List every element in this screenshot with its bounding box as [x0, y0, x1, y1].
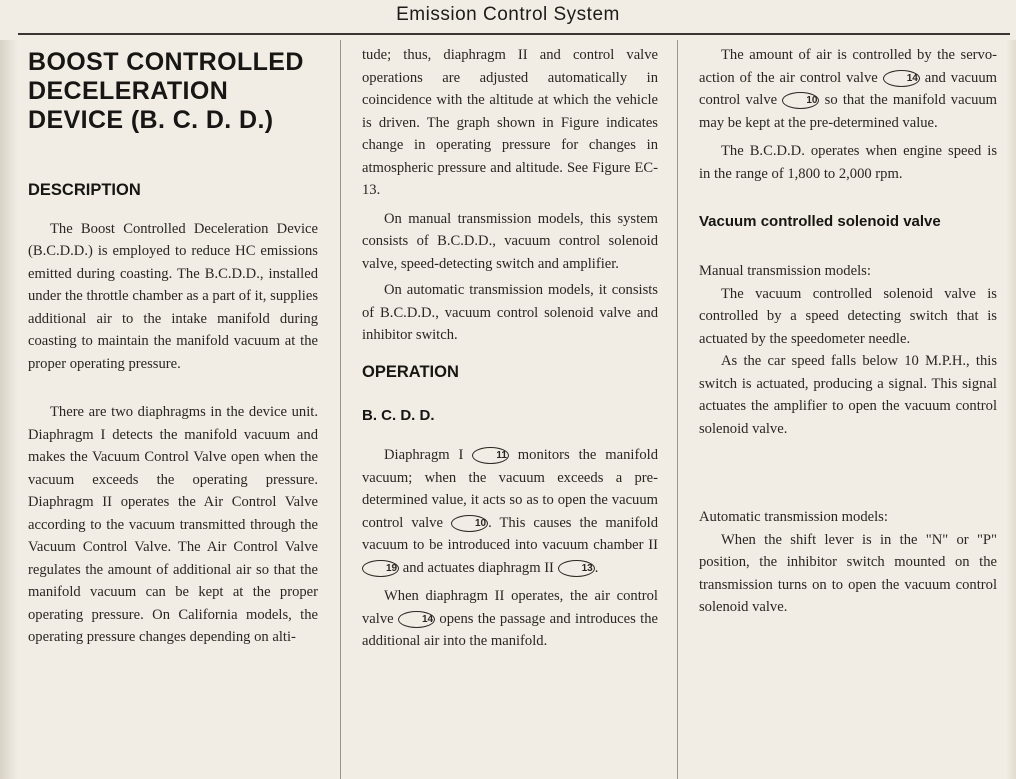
text-run: .: [594, 559, 599, 576]
column-divider-2: [677, 40, 678, 779]
bcdd-heading: B. C. D. D.: [362, 407, 435, 424]
callout-11: 11: [472, 447, 509, 464]
solenoid-heading: Vacuum controlled solenoid valve: [699, 213, 941, 230]
altitude-paragraph: tude; thus, diaphragm II and control valve operations are adjusted automatically in coincidence with the altitude at which the vehicle is driven. The graph shown in Figure indicates change in operating pressure for changes in atmospheric pressure and altitude. See Figure EC-13.: [362, 47, 658, 198]
manual-models-label: Manual transmission models:: [699, 263, 871, 279]
text-run: . This causes the manifold vacuum to be introduced into vacuum chamber II: [362, 514, 659, 553]
text-run: The amount of air is controlled by the servo-action of the air control valve: [699, 47, 997, 86]
text-run: monitors the manifold vacuum; when the vacuum exceeds a pre-determined value, it acts so as to open the vacuum control valve: [362, 447, 658, 531]
automatic-system-paragraph: On automatic transmission models, it consists of B.C.D.D., vacuum control solenoid valve and inhibitor switch.: [362, 282, 658, 343]
page-header: Emission Control System: [396, 4, 620, 25]
callout-13: 13: [558, 560, 595, 577]
text-run: and actuates diaphragm II: [402, 559, 554, 576]
callout-14: 14: [398, 611, 435, 628]
text-run: Diaphragm I: [384, 447, 464, 463]
description-heading: DESCRIPTION: [28, 181, 141, 199]
air-control-paragraph: [362, 585, 658, 653]
car-speed-paragraph: As the car speed falls below 10 M.P.H., this switch is actuated, producing a signal. This signal actuates the amplifier to open the vacuum control solenoid valve.: [699, 353, 997, 437]
right-page-bleed: [1006, 40, 1016, 779]
column-2: [362, 44, 658, 653]
callout-10: 10: [782, 92, 819, 109]
servo-paragraph: [699, 44, 997, 134]
rpm-paragraph: The B.C.D.D. operates when engine speed is in the range of 1,800 to 2,000 rpm.: [699, 143, 997, 182]
section-title: BOOST CONTROLLED DECELERATION DEVICE (B. C. D. D.): [28, 48, 304, 134]
text-run: and vacuum control valve: [699, 69, 997, 108]
header-rule: [18, 33, 1010, 35]
manual-system-paragraph: On manual transmission models, this system consists of B.C.D.D., vacuum control solenoid valve, speed-detecting switch and amplifier.: [362, 210, 658, 272]
inhibitor-paragraph: When the shift lever is in the "N" or "P" position, the inhibitor switch mounted on the transmission turns on to open the vacuum control solenoid valve.: [699, 531, 997, 615]
text-run: so that the manifold vacuum may be kept at the pre-determined value.: [699, 92, 998, 131]
left-page-bleed: [0, 40, 18, 779]
text-run: opens the passage and introduces the additional air into the manifold.: [362, 610, 658, 649]
text-run: When diaphragm II operates, the air control valve: [362, 588, 658, 627]
operation-heading: OPERATION: [362, 362, 459, 381]
description-paragraph-1: The Boost Controlled Deceleration Device (B.C.D.D.) is employed to reduce HC emissions emitted during coasting. The B.C.D.D., installed under the throttle chamber as a part of it, supplies additional air to the intake manifold during coasting to maintain the manifold vacuum at the proper operating pressure.: [28, 220, 318, 372]
column-divider-1: [340, 40, 341, 779]
callout-14: 14: [883, 70, 920, 87]
column-1: [28, 44, 318, 649]
column-3: [699, 44, 997, 619]
automatic-models-label: Automatic transmission models:: [699, 509, 888, 525]
callout-19: 19: [362, 560, 399, 577]
description-paragraph-2: There are two diaphragms in the device unit. Diaphragm I detects the manifold vacuum and makes the Vacuum Control Valve open when the vacuum exceeds the operating pressure. Diaphragm II operates the Air Control Valve according to the vacuum transmitted through the Vacuum Control Valve. The Air Control Valve regulates the amount of additional air so that the manifold vacuum can be kept at the proper operating pressure. On California models, the operating pressure changes depending on alti-: [28, 404, 318, 645]
diaphragm-paragraph: [362, 444, 658, 579]
callout-10: 10: [451, 515, 488, 532]
speed-switch-paragraph: The vacuum controlled solenoid valve is controlled by a speed detecting switch that is actuated by the speedometer needle.: [699, 285, 997, 347]
